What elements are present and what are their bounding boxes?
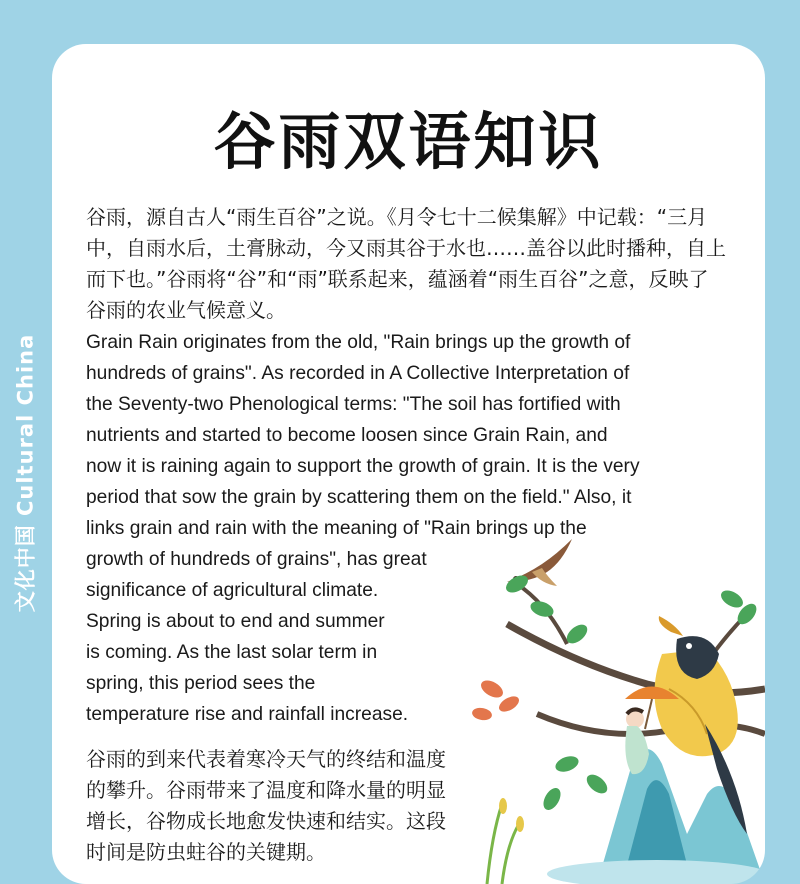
chinese-paragraph-1: 谷雨，源自古人“雨生百谷”之说。《月令七十二候集解》中记载：“三月中，自雨水后，土膏脉动，今又雨其谷于水也……盖谷以此时播种，自上而下也。”谷雨将“谷”和“雨”联系起来，蕴涵着“雨生百谷”之意，反映了谷雨的农业气候意义。 — [86, 205, 726, 322]
side-label — [6, 318, 42, 628]
english-line: temperature rise and rainfall increase. — [86, 704, 409, 725]
side-label-text: 文化中国 Cultural China — [13, 333, 38, 613]
english-line: Spring is about to end and summer — [86, 611, 385, 632]
english-line: significance of agricultural climate. — [86, 580, 379, 601]
english-line: spring, this period sees the — [86, 673, 316, 694]
english-line: hundreds of grains". As recorded in A Collective Interpretation of — [86, 363, 630, 384]
english-line: Grain Rain originates from the old, "Rain brings up the growth of — [86, 332, 631, 353]
english-line: period that sow the grain by scattering them on the field." Also, it — [86, 487, 632, 508]
page-title: 谷雨双语知识 — [213, 105, 604, 178]
chinese-paragraph-2: 谷雨的到来代表着寒冷天气的终结和温度的攀升。谷雨带来了温度和降水量的明显增长，谷物成长地愈发快速和结实。这段时间是防虫蛀谷的关键期。 — [86, 747, 446, 864]
english-line: links grain and rain with the meaning of "Rain brings up the — [86, 518, 587, 539]
english-line: the Seventy-two Phenological terms: "The soil has fortified with — [86, 394, 621, 415]
english-line: growth of hundreds of grains", has great — [86, 549, 427, 570]
english-line: now it is raining again to support the growth of grain. It is the very — [86, 456, 640, 477]
english-line: is coming. As the last solar term in — [86, 642, 378, 663]
bird-branch-illustration — [447, 514, 765, 884]
content-card — [52, 44, 765, 884]
english-line: nutrients and started to become loosen since Grain Rain, and — [86, 425, 608, 446]
